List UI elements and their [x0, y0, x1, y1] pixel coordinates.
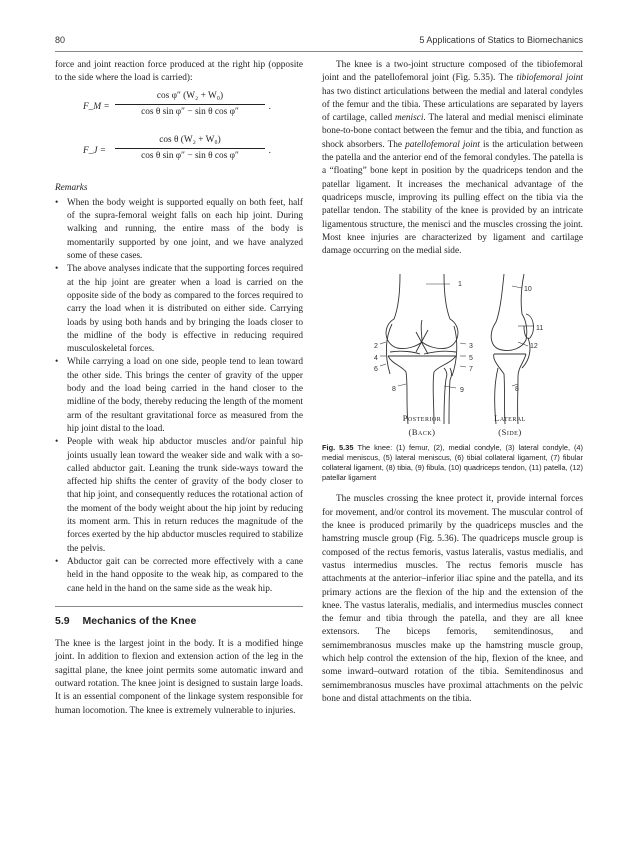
view-lateral-label: Lateral (Side) [494, 413, 526, 437]
equation-fm-numerator: cos φ″ (W₂ + W₀) [156, 90, 224, 101]
equation-fj-numerator: cos θ (W₂ + W₀) [159, 134, 221, 145]
equation-fm-fraction: cos φ″ (W₂ + W₀) cos θ sin φ″ − sin θ cos φ″ . [115, 90, 265, 120]
right-column [322, 59, 583, 709]
left-column [55, 59, 303, 721]
remarks-list [55, 197, 303, 596]
fig-label: 5 [469, 355, 473, 363]
fig-label: 7 [469, 366, 473, 374]
fig-label: 1 [458, 281, 462, 289]
knee-figure [322, 264, 583, 439]
caption-label: Fig. 5.35 [322, 443, 354, 453]
equation-fj [55, 134, 303, 172]
page-number: 80 [55, 35, 66, 45]
remark-item: • When the body weight is supported equally on both feet, half of the supra-femoral weight falls on each hip joint. During walking and running, the entire mass of the body is momentarily supported by one joint, and we have analyzed some of these cases. [55, 197, 303, 263]
equation-fm-denominator: cos θ sin φ″ − sin θ cos φ″ [115, 104, 265, 119]
caption-text: The knee: (1) femur, (2), medial condyle, (3) lateral condyle, (4) medial meniscus, (5) lateral meniscus, (6) tibial collateral ligament, (7) fibular collateral ligament, (8) tibia, (9) fibula, (10) quadriceps tendon, (11) patella, (12) patellar ligament [322, 443, 583, 483]
fig-label: 4 [374, 355, 378, 363]
fig-label: 12 [530, 343, 538, 351]
term-patellofemoral: patellofemoral joint [405, 139, 480, 150]
remark-item: • The above analyses indicate that the supporting forces required at the hip joint are greater when a load is carried on the opposite side of the body as compared to the forces required to carry the load when it is distributed on either side. Carrying loads by using both hands and by bringing the loads closer to the midline of the body is effective in reducing required musculoskeletal forces. [55, 263, 303, 356]
page-header [55, 35, 583, 49]
equation-fm-lhs: F_M = [83, 101, 110, 112]
fig-label: 10 [524, 286, 532, 294]
section-paragraph: The knee is the largest joint in the body. It is a modified hinge joint. In addition to flexion and extension action of the leg in the sagittal plane, the knee joint permits some automatic inward and outward rotation. The knee joint is designed to sustain large loads. It is an essential component of the linkage system responsible for human locomotion. The knee is extremely vulnerable to injuries. [55, 639, 303, 716]
knee-paragraph: The knee is a two-joint structure composed of the tibiofemoral joint and the patellofemoral joint (Fig. 5.35). The tibiofemoral joint has two distinct articulations between the medial and lateral condyles of the femur and the tibia. These articulations are separated by layers of cartilage, called menisci. The lateral and medial menisci eliminate bone-to-bone contact between the femur and the tibia, and function as shock absorbers. The patellofemoral joint is the articulation between the patella and the anterior end of the femoral condyles. The patella is a “floating” bone kept in position by the quadriceps tendon and the patellar ligament. It increases the mechanical advantage of the quadriceps muscle, improving its pulling effect on the tibia via the patellar tendon. The stability of the knee is provided by an intricate ligamentous structure, the menisci and the muscles crossing the joint. Most knee injuries are characterized by ligament and cartilage damage occurring on the medial side. [322, 60, 583, 257]
equation-fj-lhs: F_J = [83, 145, 107, 156]
view-posterior-label: Posterior (Back) [402, 413, 442, 437]
equation-fj-fraction: cos θ (W₂ + W₀) cos θ sin φ″ − sin θ cos φ″ . [115, 134, 265, 164]
fig-label: 11 [536, 325, 544, 333]
section-number: 5.9 [55, 614, 70, 627]
remark-item: • People with weak hip abductor muscles and/or painful hip joints usually lean toward the weaker side and walk with a so-called abductor gait. Leaning the trunk side-ways toward the affected hip shifts the center of gravity of the body closer to that hip joint, and consequently reduces the rotational action of the moment of the body weight about the hip joint by reducing its moment arm. This in return reduces the magnitude of the forces exerted by the hip abductor muscles required to stabilize the pelvis. [55, 436, 303, 556]
section-title: Mechanics of the Knee [82, 614, 197, 627]
intro-paragraph: force and joint reaction force produced at the right hip (opposite to the side where the load is carried): [55, 60, 303, 84]
fig-label: 8 [392, 386, 396, 394]
equation-fm [55, 90, 303, 128]
figure-caption [322, 443, 583, 483]
remark-item: • Abductor gait can be corrected more effectively with a cane held in the hand opposite to the weak hip, as compared to the cane held in the hand on the same side as the weak hip. [55, 556, 303, 596]
remark-item: • While carrying a load on one side, people tend to lean toward the other side. This brings the center of gravity of the upper body and the load being carried in the hand closer to the midline of the body, thereby reducing the length of the moment arm of the resultant gravitational force as measured from the hip joint distal to the load. [55, 356, 303, 436]
section-rule [55, 606, 303, 607]
fig-label: 3 [469, 343, 473, 351]
running-title: 5 Applications of Statics to Biomechanics [419, 35, 583, 45]
fig-label: 2 [374, 343, 378, 351]
equation-fj-denominator: cos θ sin φ″ − sin θ cos φ″ [115, 148, 265, 163]
section-heading [55, 615, 303, 628]
term-tibiofemoral: tibiofemoral joint [516, 73, 583, 84]
term-menisci: menisci [395, 113, 424, 124]
muscles-paragraph: The muscles crossing the knee protect it, provide internal forces for movement, and/or control its movement. The muscular control of the knee is produced primarily by the quadriceps muscles and the hamstring muscle group (Fig. 5.36). The quadriceps muscle group is composed of the rectus femoris, vastus lateralis, vastus medialis, and vastus intermedius muscles. The rectus femoris muscle has attachments at the anterior–inferior iliac spine and the patella, and its primary actions are the flexion of the hip and the extension of the knee. The vastus lateralis, medialis, and intermedius muscles connect the femur and tibia through the patella, and they are all knee extensors. The biceps femoris, semitendinosus, and semimembranosus muscles make up the hamstring muscle group, which help control the extension of the hip, flexion of the knee, and some inward–outward rotation of the tibia. Semitendinosus and semimembranosus muscles have proximal attachments on the pelvic bone and distal attachments on the tibia. [322, 494, 583, 704]
fig-label: 6 [374, 366, 378, 374]
remarks-heading: Remarks [55, 182, 88, 193]
header-rule [55, 51, 583, 52]
fig-label: 8 [515, 386, 519, 394]
fig-label: 9 [460, 387, 464, 395]
